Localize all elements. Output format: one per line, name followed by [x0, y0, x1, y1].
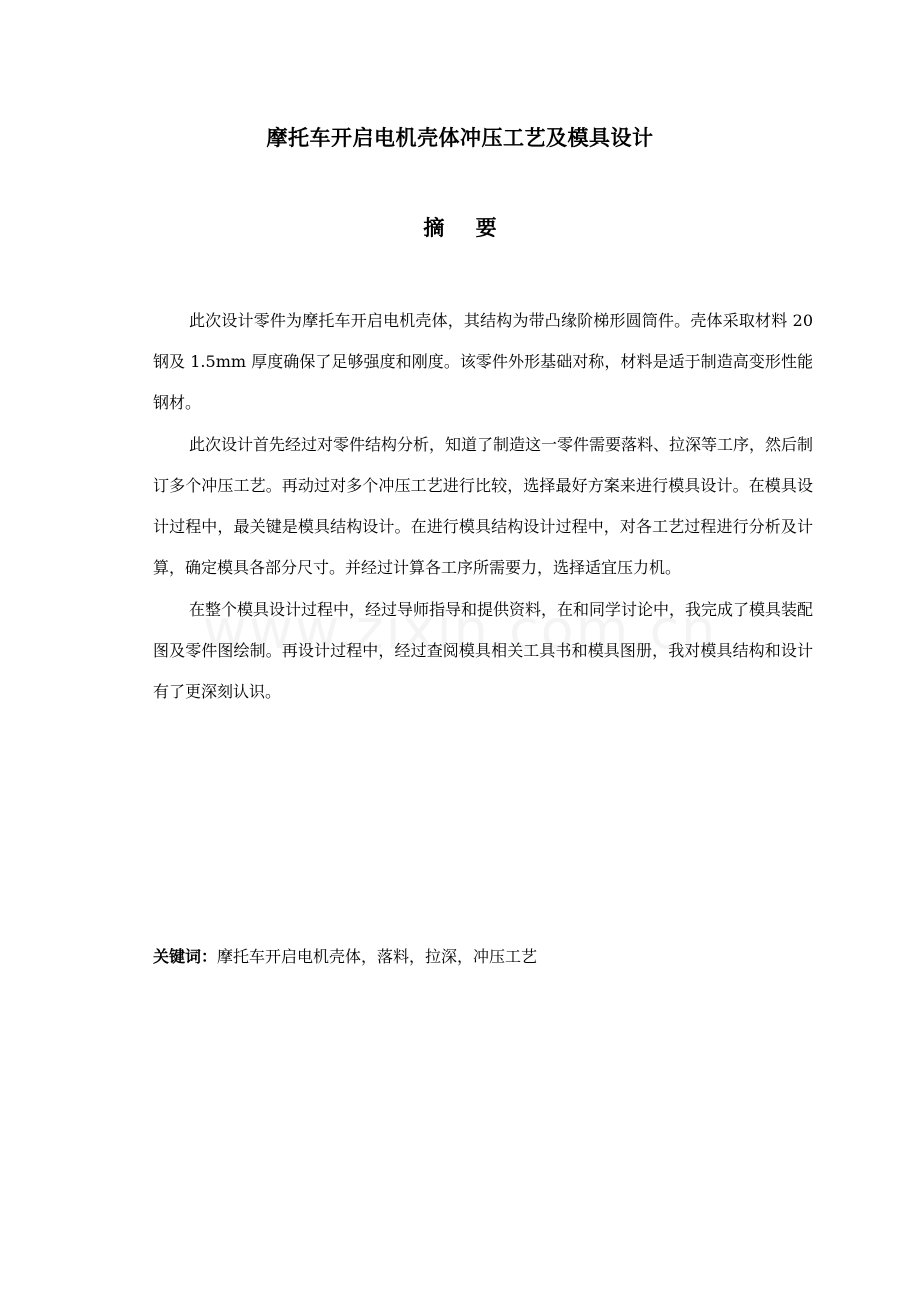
keywords-label: 关键词：: [153, 947, 218, 966]
document-title: 摩托车开启电机壳体冲压工艺及模具设计: [266, 126, 654, 150]
abstract-heading: 摘 要: [423, 216, 509, 240]
keywords-text: 摩托车开启电机壳体，落料，拉深，冲压工艺: [217, 947, 538, 966]
abstract-paragraph-3: 在整个模具设计过程中，经过导师指导和提供资料，在和同学讨论中，我完成了模具装配图及零件图绘制。再设计过程中，经过查阅模具相关工具书和模具图册，我对模具结构和设计有了更深刻认识。: [153, 600, 814, 701]
abstract-paragraph-1: 此次设计零件为摩托车开启电机壳体，其结构为带凸缘阶梯形圆筒件。壳体采取材料 20 钢及 1.5mm 厚度确保了足够强度和刚度。该零件外形基础对称，材料是适于制造高变形性能钢材。: [153, 311, 813, 412]
keywords-line: [153, 944, 813, 970]
abstract-paragraph-2: 此次设计首先经过对零件结构分析，知道了制造这一零件需要落料、拉深等工序，然后制订多个冲压工艺。再动过对多个冲压工艺进行比较，选择最好方案来进行模具设计。在模具设计过程中，最关键是模具结构设计。在进行模具结构设计过程中，对各工艺过程进行分析及计算，确定模具各部分尺寸。并经过计算各工序所需要力，选择适宜压力机。: [153, 435, 814, 577]
abstract-body: [153, 300, 813, 712]
